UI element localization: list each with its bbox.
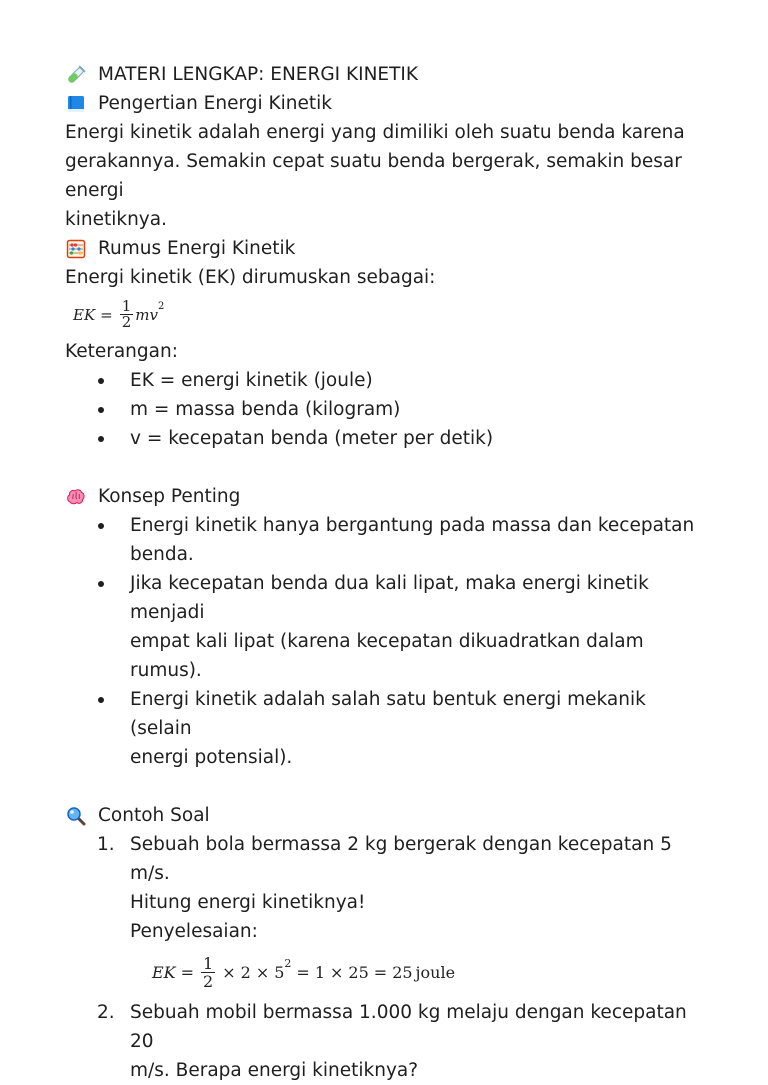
formula-lhs: EK	[73, 305, 96, 324]
heading-rumus	[65, 234, 705, 263]
sol-times-1: ×	[222, 962, 236, 982]
formula-fraction	[120, 299, 134, 330]
konsep-2-line-2: empat kali lipat (karena kecepatan dikuadratkan dalam rumus).	[130, 631, 644, 681]
heading-konsep-text: Konsep Penting	[98, 486, 241, 507]
kinetic-energy-formula	[65, 292, 705, 337]
sol-twentyfive: 25	[348, 962, 369, 982]
test-tube-icon	[65, 64, 87, 86]
heading-rumus-text: Rumus Energi Kinetik	[98, 238, 296, 259]
soal-1-line-1: Sebuah bola bermassa 2 kg bergerak dengan kecepatan 5 m/s.	[130, 834, 672, 884]
sol-times-3: ×	[330, 962, 344, 982]
soal-2-line-2: m/s. Berapa energi kinetiknya?	[130, 1060, 419, 1081]
soal-1-marker: 1.	[97, 834, 115, 855]
sol-velocity: 5	[274, 962, 285, 982]
contoh-list	[65, 830, 705, 946]
list-item: m = massa benda (kilogram)	[65, 395, 705, 424]
heading-pengertian-text: Pengertian Energi Kinetik	[98, 93, 332, 114]
document-page	[65, 60, 705, 1085]
heading-contoh-text: Contoh Soal	[98, 805, 210, 826]
sol-eq-3: =	[373, 962, 388, 982]
konsep-list	[65, 511, 705, 772]
heading-konsep	[65, 482, 705, 511]
sol-denominator: 2	[203, 971, 214, 991]
contoh-list-2	[65, 998, 705, 1085]
formula-denominator: 2	[121, 313, 132, 331]
solution-formula	[65, 946, 705, 998]
konsep-1-line-2: benda.	[130, 544, 194, 565]
konsep-2-line-1: Jika kecepatan benda dua kali lipat, maka energi kinetik menjadi	[130, 573, 649, 623]
heading-pengertian	[65, 89, 705, 118]
sol-unit: joule	[415, 962, 456, 982]
sol-mass: 2	[240, 962, 251, 982]
soal-2-line-1: Sebuah mobil bermassa 1.000 kg melaju dengan kecepatan 20	[130, 1002, 687, 1052]
sol-times-2: ×	[255, 962, 270, 982]
sol-one: 1	[314, 962, 326, 982]
abacus-icon	[65, 238, 87, 260]
sol-numerator: 1	[203, 953, 214, 973]
formula-numerator: 1	[121, 297, 132, 315]
list-item	[65, 685, 705, 772]
list-item	[65, 830, 705, 946]
soal-1-penyelesaian: Penyelesaian:	[130, 921, 258, 942]
brain-icon	[65, 486, 87, 508]
list-item: v = kecepatan benda (meter per detik)	[65, 424, 705, 453]
keterangan-list	[65, 366, 705, 453]
sol-fraction	[201, 955, 215, 990]
formula-eq: =	[100, 305, 113, 324]
document-title	[65, 60, 705, 89]
sol-result: 25	[392, 962, 413, 982]
blue-book-icon	[65, 93, 87, 115]
sol-exponent: 2	[284, 956, 292, 970]
list-item	[65, 998, 705, 1085]
rumus-intro: Energi kinetik (EK) dirumuskan sebagai:	[65, 267, 436, 288]
konsep-3-line-1: Energi kinetik adalah salah satu bentuk energi mekanik (selain	[130, 689, 646, 739]
konsep-3-line-2: energi potensial).	[130, 747, 293, 768]
soal-2-marker: 2.	[97, 1002, 115, 1023]
heading-contoh	[65, 801, 705, 830]
sol-eq-2: =	[296, 962, 310, 982]
sol-lhs: EK	[152, 962, 176, 982]
list-item: EK = energi kinetik (joule)	[65, 366, 705, 395]
magnifier-icon	[65, 805, 87, 827]
pengertian-line-3: kinetiknya.	[65, 209, 167, 230]
formula-mv: mv	[135, 305, 158, 324]
pengertian-line-2: gerakannya. Semakin cepat suatu benda bergerak, semakin besar energi	[65, 151, 682, 201]
soal-1-line-2: Hitung energi kinetiknya!	[130, 892, 366, 913]
list-item	[65, 569, 705, 685]
title-text: MATERI LENGKAP: ENERGI KINETIK	[98, 64, 419, 85]
sol-eq: =	[180, 962, 195, 982]
konsep-1-line-1: Energi kinetik hanya bergantung pada massa dan kecepatan	[130, 515, 695, 536]
list-item	[65, 511, 705, 569]
formula-exponent: 2	[157, 301, 165, 312]
pengertian-line-1: Energi kinetik adalah energi yang dimiliki oleh suatu benda karena	[65, 122, 685, 143]
keterangan-label: Keterangan:	[65, 341, 178, 362]
